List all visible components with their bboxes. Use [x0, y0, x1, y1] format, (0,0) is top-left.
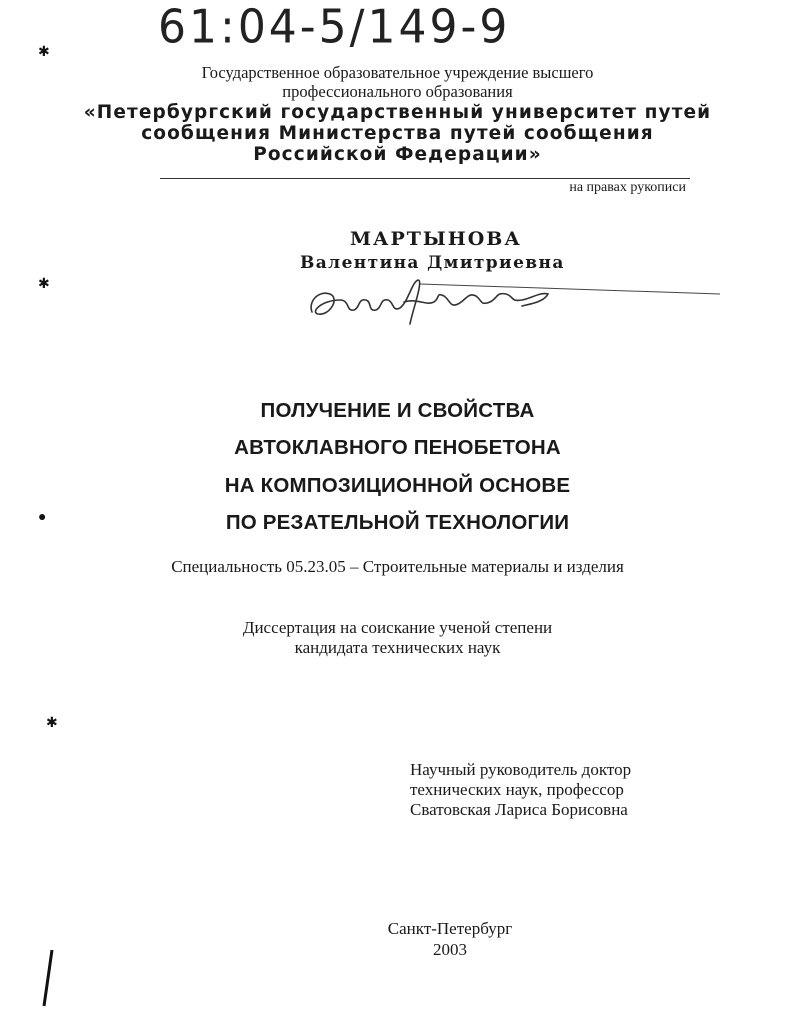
thesis-title-line-4: ПО РЕЗАТЕЛЬНОЙ ТЕХНОЛОГИИ [225, 511, 570, 534]
author-signature [300, 272, 730, 332]
institution-line-2: профессионального образования [282, 82, 513, 101]
dissertation-line-1: Диссертация на соискание ученой степени [242, 618, 553, 637]
university-name-line-1: «Петербургский государственный университет путей [83, 102, 712, 123]
binding-hole-mark: ✱ [38, 277, 50, 292]
binding-hole-mark: ✱ [38, 45, 50, 60]
institution-line-1: Государственное образовательное учреждение высшего [201, 63, 594, 82]
dissertation-line-2: кандидата технических наук [294, 638, 501, 657]
catalog-number-handwritten: 61:04-5/149-9 [158, 0, 511, 55]
thesis-title-line-1: ПОЛУЧЕНИЕ И СВОЙСТВА [260, 399, 535, 422]
binding-hole-mark: ✱ [46, 716, 58, 731]
thesis-title-line-3: НА КОМПОЗИЦИОННОЙ ОСНОВЕ [224, 474, 571, 497]
binding-hole-mark: ● [38, 510, 47, 525]
header-divider [160, 178, 690, 179]
specialty: Специальность 05.23.05 – Строительные материалы и изделия [171, 557, 624, 576]
year: 2003 [433, 940, 467, 959]
university-name-line-2: сообщения Министерства путей сообщения [141, 123, 654, 144]
scan-streak-mark [38, 948, 58, 1008]
author-given-names: Валентина Дмитриевна [300, 253, 565, 273]
advisor-line-1: Научный руководитель доктор [410, 760, 632, 779]
thesis-title-line-2: АВТОКЛАВНОГО ПЕНОБЕТОНА [234, 436, 561, 459]
advisor-line-2: технических наук, профессор [410, 780, 624, 799]
advisor-line-3: Сватовская Лариса Борисовна [410, 800, 628, 819]
author-surname: МАРТЫНОВА [350, 228, 522, 250]
rights-note: на правах рукописи [569, 180, 686, 195]
city: Санкт-Петербург [387, 919, 513, 938]
university-name-line-3: Российской Федерации» [253, 144, 542, 165]
